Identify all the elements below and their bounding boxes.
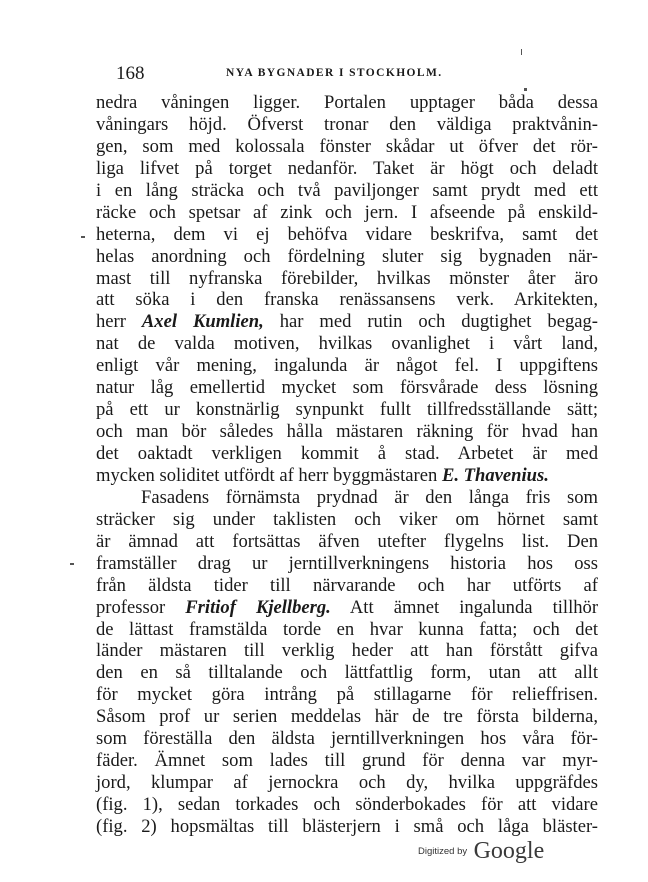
text-line: liga lifvet på torget nedanför. Taket är högt och deladt xyxy=(96,157,598,179)
text-line: helas anordning och fördelning sluter sig bygnaden när- xyxy=(96,245,598,267)
body-text xyxy=(96,92,598,838)
text-line: fäder. Ämnet som lades till grund för denna var myr- xyxy=(96,750,598,772)
scan-speck xyxy=(524,88,527,91)
text-line: som föreställa den äldsta jerntillverkningen hos våra för- xyxy=(96,728,598,750)
text-line: våningars höjd. Öfverst tronar den väldiga praktvånin- xyxy=(96,113,598,135)
person-name: Axel Kumlien, xyxy=(141,311,264,333)
scan-speck xyxy=(521,49,522,55)
text-line: för mycket göra intrång på stillagarne för relieffrisen. xyxy=(96,684,598,706)
text-line: natur låg emellertid mycket som försvårade dess lösning xyxy=(96,377,598,399)
person-name: E. Thavenius. xyxy=(441,464,549,486)
text-line: nat de valda motiven, hvilkas ovanlighet i vårt land, xyxy=(96,333,598,355)
text-line: gen, som med kolossala fönster skådar ut öfver det rör- xyxy=(96,135,598,157)
text-line: länder mästaren till verklig heder att han förstått gifva xyxy=(96,640,598,662)
text-line: de lättast framstälda torde en hvar kunna fatta; och det xyxy=(96,618,598,640)
text-line: framställer drag ur jerntillverkningens historia hos oss xyxy=(96,552,598,574)
page-number: 168 xyxy=(116,63,145,84)
text-line: sträcker sig under taklisten och viker om hörnet samt xyxy=(96,508,598,530)
text-line: i en lång sträcka och två paviljonger samt prydt med ett xyxy=(96,179,598,201)
text-line: att söka i den franska renässansens verk. Arkitekten, xyxy=(96,289,598,311)
digitization-watermark xyxy=(418,838,544,865)
running-title: NYA BYGNADER I STOCKHOLM. xyxy=(226,67,443,79)
text-line: (fig. 1), sedan torkades och sönderbokades för att vidare xyxy=(96,794,598,815)
text-line: från äldsta tider till närvarande och har utförts af xyxy=(96,574,598,596)
text-line: den en så tilltalande och lättfattlig form, utan att allt xyxy=(96,662,598,684)
google-logo: Google xyxy=(473,838,545,864)
text-line: professor Fritiof Kjellberg. Att ämnet ingalunda tillhör xyxy=(96,596,599,618)
person-name: Fritiof Kjellberg. xyxy=(185,596,331,618)
paragraph-start-line: Fasadens förnämsta prydnad är den långa fris som xyxy=(141,486,598,508)
text-line: jord, klumpar af jernockra och dy, hvilka uppgräfdes xyxy=(96,772,598,794)
scan-speck xyxy=(70,563,74,565)
text-line: (fig. 2) hopsmältas till blästerjern i små och låga bläster- xyxy=(96,815,598,837)
text-line: heterna, dem vi ej behöfva vidare beskrifva, samt det xyxy=(96,223,598,245)
text-line: räcke och spetsar af zink och jern. I afseende på enskild- xyxy=(96,201,598,223)
text-line: mast till nyfranska förebilder, hvilkas mönster åter äro xyxy=(96,267,598,289)
text-line: är ämnad att fortsättas äfven utefter flygelns list. Den xyxy=(96,530,598,552)
text-line: och man bör således hålla mästaren räkning för hvad han xyxy=(96,421,598,443)
text-line: herr Axel Kumlien, har med rutin och dugtighet begag- xyxy=(96,311,598,333)
text-line: på ett ur konstnärlig synpunkt fullt tillfredsställande sätt; xyxy=(96,399,598,421)
text-line: mycken soliditet utfördt af herr byggmästaren E. Thavenius. xyxy=(96,464,549,486)
scan-speck xyxy=(81,236,85,238)
text-line: enligt vår mening, ingalunda är något fel. I uppgiftens xyxy=(96,355,598,377)
text-line: nedra våningen ligger. Portalen upptager båda dessa xyxy=(96,92,598,113)
text-line: det oaktadt verkligen kommit å stad. Arbetet är med xyxy=(96,443,598,464)
digitized-by-label: Digitized by xyxy=(418,846,468,857)
text-line: Såsom prof ur serien meddelas här de tre första bilderna, xyxy=(96,706,598,728)
